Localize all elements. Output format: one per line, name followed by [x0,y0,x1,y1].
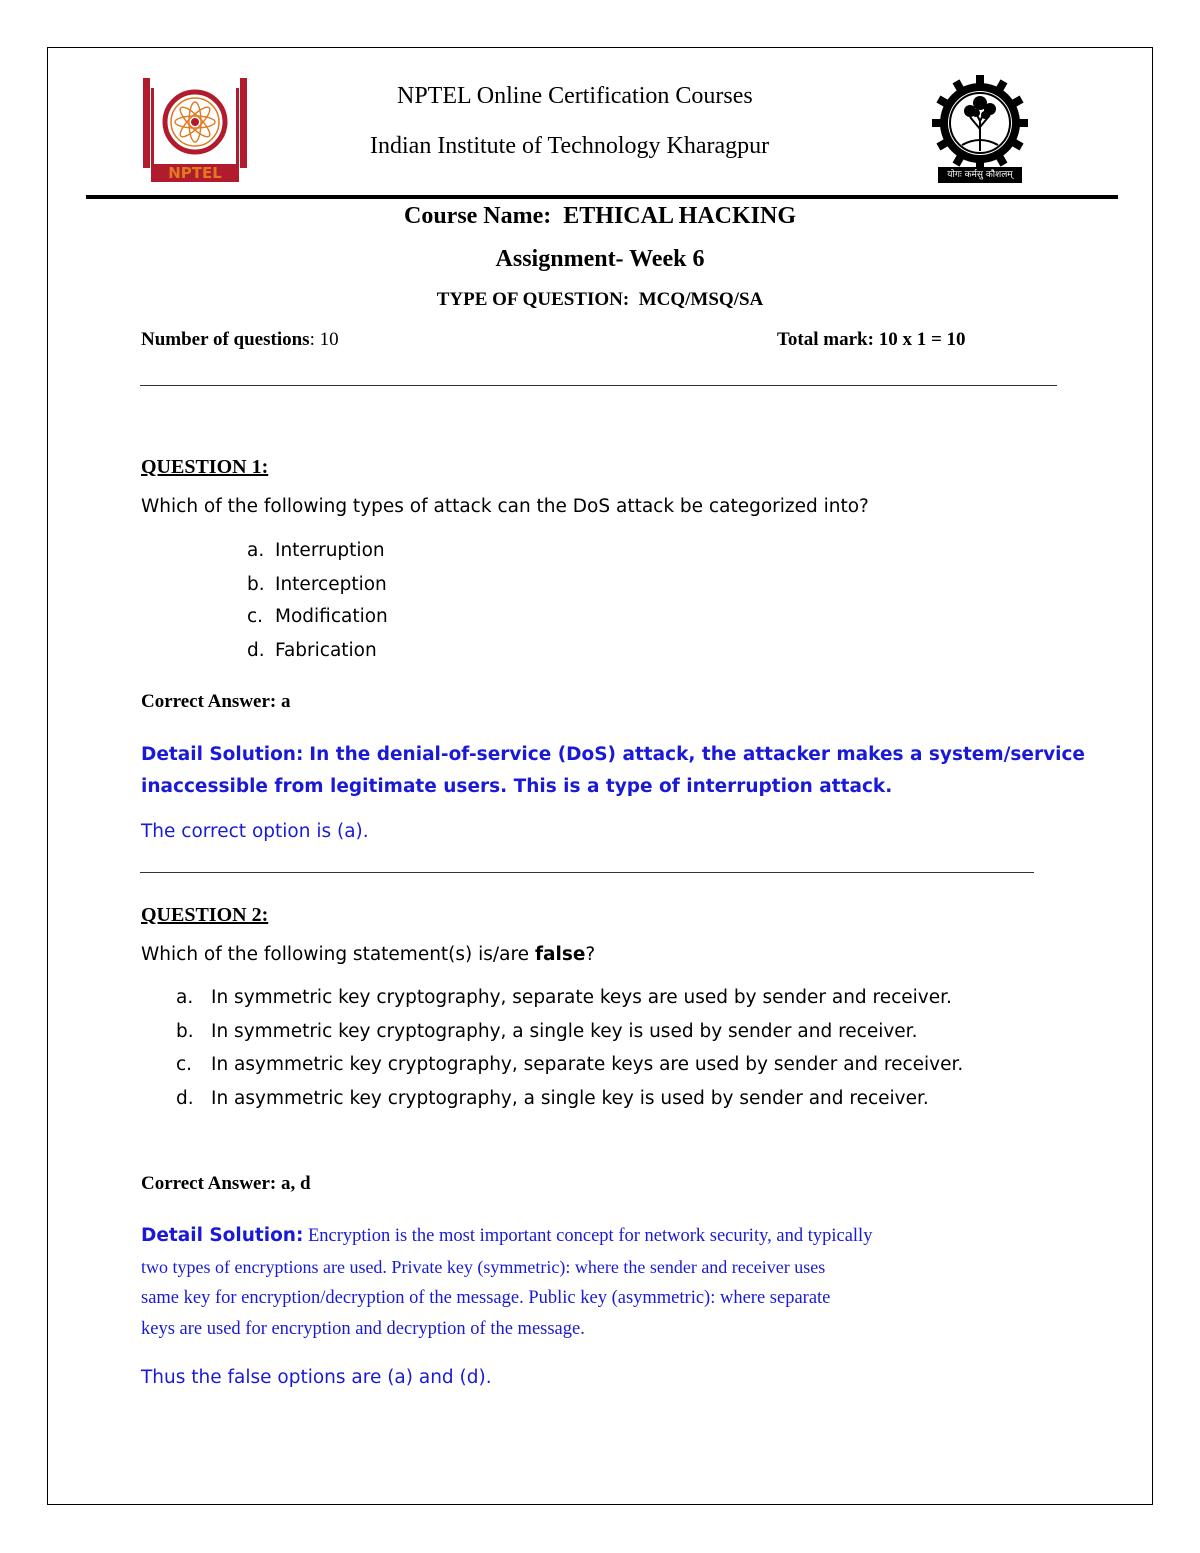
question-2-option-b [176,1021,917,1042]
option-label: c. [176,1054,193,1075]
option-text: In symmetric key cryptography, separate keys are used by sender and receiver. [211,987,952,1008]
course-name [0,203,1200,230]
option-label: d. [176,1088,194,1109]
question-2-text-before: Which of the following statement(s) is/are [141,944,535,965]
total-mark-value: 10 x 1 = 10 [878,329,966,350]
question-2-text-after: ? [585,944,596,965]
question-1-option-d [247,640,377,661]
question-1-conclusion: The correct option is (a). [141,821,369,842]
number-of-questions-label: Number of questions [141,329,310,350]
nptel-logo [143,78,247,182]
total-mark-label: Total mark: [777,329,874,350]
header-rule [86,195,1118,199]
iit-kharagpur-logo [932,73,1028,185]
answer-value: a, d [281,1173,311,1194]
question-1-solution [141,739,1085,803]
course-name-label: Course Name: [403,203,552,229]
option-text: Interception [275,574,387,595]
option-text: Fabrication [275,640,377,661]
solution-line-4: keys are used for encryption and decryption of the message. [141,1319,585,1339]
option-text: Modification [275,606,388,627]
solution-line-3: same key for encryption/decryption of the message. Public key (asymmetric): where separate [141,1288,831,1308]
separator-top [140,385,1057,386]
question-2-option-d [176,1088,929,1109]
option-label: d. [247,640,265,661]
question-2-conclusion: Thus the false options are (a) and (d). [141,1367,492,1388]
total-mark [777,329,966,351]
answer-label: Correct Answer: [141,691,277,712]
question-1-option-a [247,540,385,561]
option-label: a. [176,987,194,1008]
option-label: b. [176,1021,194,1042]
iit-logo-caption: योगः कर्मसु कौशलम् [947,170,1013,180]
question-1-text: Which of the following types of attack can the DoS attack be categorized into? [141,496,869,517]
option-label: c. [247,606,264,627]
nptel-logo-text: NPTEL [168,164,222,182]
question-2-heading: QUESTION 2: [141,904,269,926]
question-2-option-a [176,987,952,1008]
solution-label: Detail Solution: [141,744,304,765]
question-2-solution [141,1220,872,1345]
option-label: a. [247,540,265,561]
number-of-questions-value: : 10 [309,329,339,350]
solution-line-1: In the denial-of-service (DoS) attack, the attacker makes a system/service [309,744,1085,765]
option-text: In asymmetric key cryptography, a single key is used by sender and receiver. [211,1088,929,1109]
solution-line-2: inaccessible from legitimate users. This is a type of interruption attack. [141,776,893,797]
solution-line-1: Encryption is the most important concept for network security, and typically [308,1226,873,1246]
question-2-text [141,944,595,965]
assignment-title: Assignment- Week 6 [495,246,705,272]
question-type [0,289,1200,311]
number-of-questions [141,329,339,351]
option-label: b. [247,574,265,595]
solution-line-2: two types of encryptions are used. Private key (symmetric): where the sender and receiver uses [141,1257,826,1277]
question-type-label: TYPE OF QUESTION: [436,289,630,310]
answer-value: a [281,691,291,712]
course-name-value: ETHICAL HACKING [563,203,796,229]
question-2-option-c [176,1054,963,1075]
question-2-text-bold: false [534,944,586,965]
question-2-answer [141,1173,311,1195]
header-line-1: NPTEL Online Certification Courses [397,83,753,109]
header-line-2: Indian Institute of Technology Kharagpur [370,133,770,159]
solution-label: Detail Solution: [141,1225,304,1246]
question-1-option-b [247,574,387,595]
question-type-value: MCQ/MSQ/SA [638,289,764,310]
option-text: In symmetric key cryptography, a single key is used by sender and receiver. [211,1021,918,1042]
question-1-answer [141,691,291,713]
answer-label: Correct Answer: [141,1173,277,1194]
option-text: In asymmetric key cryptography, separate keys are used by sender and receiver. [211,1054,964,1075]
question-1-heading: QUESTION 1: [141,456,269,478]
question-1-option-c [247,606,388,627]
separator-middle [140,872,1034,873]
option-text: Interruption [275,540,385,561]
